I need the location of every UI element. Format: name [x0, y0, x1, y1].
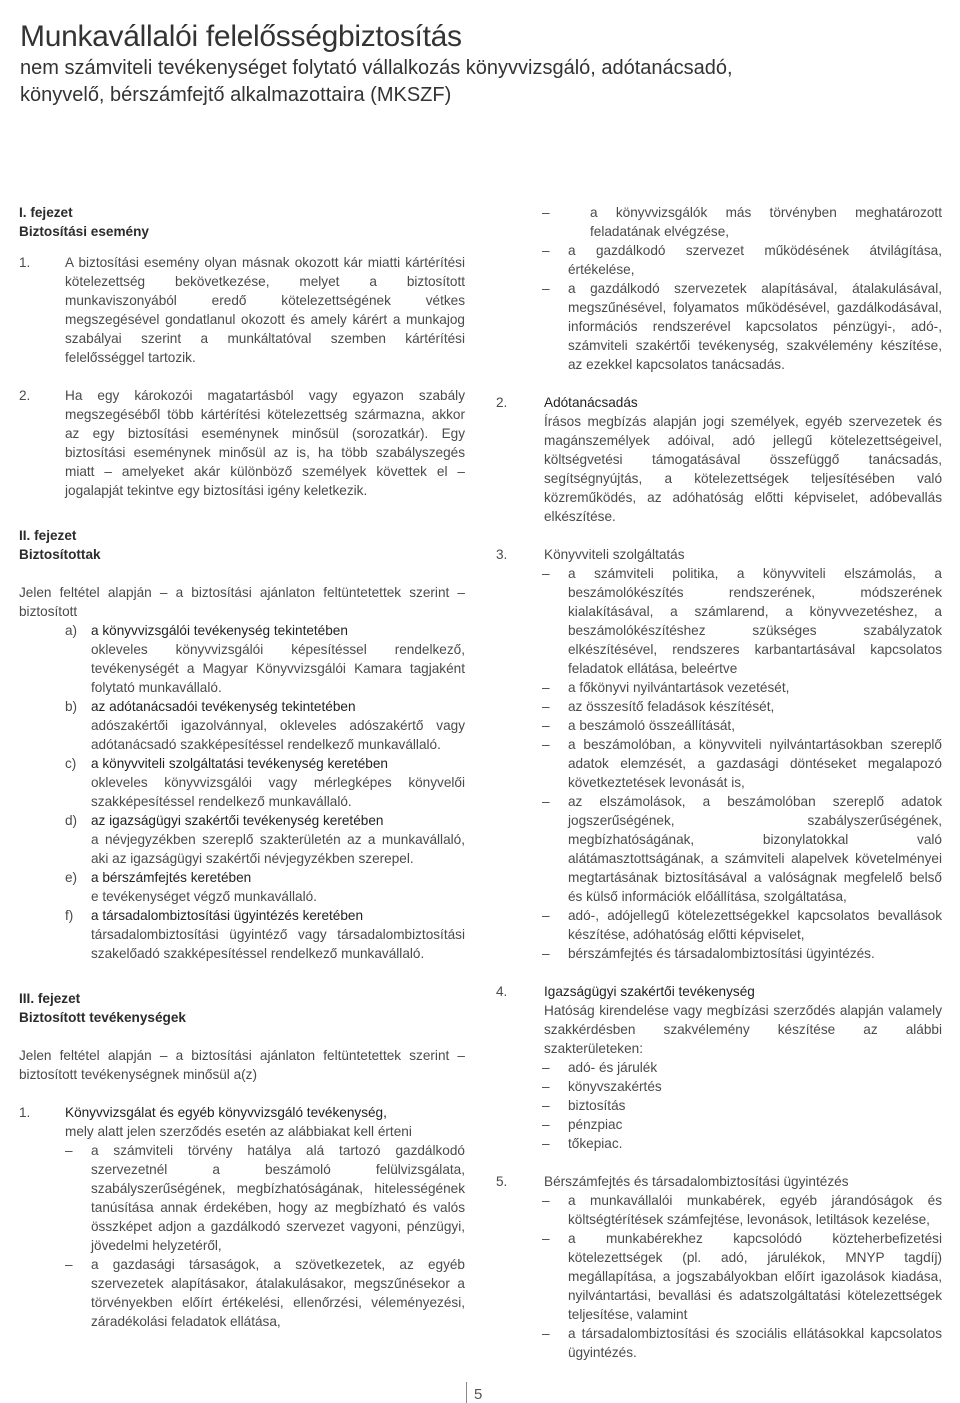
list-item — [496, 241, 942, 279]
list-item — [496, 1134, 942, 1153]
item-title: a könyvvizsgálói tevékenység tekintetében — [91, 623, 348, 638]
item-title: az adótanácsadói tevékenység tekintetében — [91, 699, 356, 714]
list-item — [496, 1115, 942, 1134]
list-item-text: az összesítő feladások készítését, — [568, 699, 775, 714]
chapter-2-number: II. fejezet — [19, 528, 77, 543]
dash-marker: – — [542, 946, 550, 961]
paragraph-number: 5. — [496, 1174, 508, 1189]
chapter-3-number: III. fejezet — [19, 991, 81, 1006]
page-header — [20, 20, 940, 108]
list-item-text: az elszámolások, a beszámolóban szereplő adatok jogszerűségének, szabályszerűségének, megbízhatóságának, bizonylatokkal való alátámasztottságának, a számviteli alapelvek követelményei megtartásának biztosításával a valóságnak megfelelő belső és külső információk előállítása, szolgáltatása, — [568, 794, 942, 904]
list-item — [496, 1096, 942, 1115]
list-item — [496, 944, 942, 963]
list-item — [496, 1077, 942, 1096]
activity-3-bookkeeping — [496, 545, 942, 564]
list-item — [496, 678, 942, 697]
chapter-1-number: I. fejezet — [19, 205, 73, 220]
paragraph-title: Adótanácsadás — [544, 395, 638, 410]
paragraph-number: 2. — [496, 395, 508, 410]
expert-field-list — [496, 1058, 942, 1153]
item-title: a könyvviteli szolgáltatási tevékenység keretében — [91, 756, 388, 771]
item-body — [91, 906, 465, 963]
list-item-text: bérszámfejtés és társadalombiztosítási ügyintézés. — [568, 946, 875, 961]
list-item — [496, 203, 942, 241]
document-title: Munkavállalói felelősségbiztosítás — [20, 20, 462, 53]
list-item — [496, 1229, 942, 1324]
paragraph-title: Igazságügyi szakértői tevékenység — [544, 984, 755, 999]
item-letter: d) — [65, 813, 78, 828]
list-item — [496, 564, 942, 678]
list-item — [496, 716, 942, 735]
insured-item — [65, 906, 465, 963]
paragraph-text: A biztosítási esemény olyan másnak okozott kár miatti kártérítési kötelezettség bekövetkezése, melyet a biztosított munkaviszonyából eredő kötelezettségének vétkes megszegésével gondatlanul okozott és amely kárért a munkajog szabályai szerint a munkáltatóval szemben kártérítési felelősséggel tartozik. — [65, 255, 465, 365]
item-letter: c) — [65, 756, 77, 771]
audit-activity-list — [65, 1141, 465, 1331]
list-item-text: biztosítás — [568, 1098, 626, 1113]
dash-marker: – — [542, 737, 550, 752]
dash-marker: – — [542, 1136, 550, 1151]
dash-marker: – — [542, 205, 550, 220]
list-item-text: a gazdálkodó szervezetek alapításával, átalakulásával, megszűnésével, folyamatos működésével, gazdálkodásával, információs rendszerével kapcsolatos pénzügyi-, adó-, számviteli szakértői tevékenység, szakvélemény készítése, az ezekkel kapcsolatos tanácsadás. — [568, 281, 942, 372]
chapter-3-intro: Jelen feltétel alapján – a biztosítási ajánlaton feltüntetettek szerint – biztosított tevékenységnek minősül a(z) — [19, 1048, 465, 1082]
paragraph-title: Könyvviteli szolgáltatás — [544, 547, 685, 562]
list-item-text: könyvszakértés — [568, 1079, 662, 1094]
list-item-text: a beszámoló összeállítását, — [568, 718, 735, 733]
dash-marker: – — [65, 1257, 73, 1272]
list-item-text: adó-, adójellegű kötelezettségekkel kapcsolatos bevallások készítése, adóhatóság előtti képviselet, — [568, 908, 942, 942]
list-item-text: tőkepiac. — [568, 1136, 623, 1151]
bookkeeping-list — [496, 564, 942, 963]
dash-marker: – — [542, 243, 550, 258]
audit-activity-list-continued — [496, 203, 942, 374]
dash-marker: – — [542, 1117, 550, 1132]
item-letter: f) — [65, 908, 74, 923]
chapter-2-title: Biztosítottak — [19, 547, 101, 562]
chapter-1-paragraph-1 — [19, 253, 465, 367]
list-item — [496, 279, 942, 374]
dash-marker: – — [542, 1193, 550, 1208]
list-item-text: adó- és járulék — [568, 1060, 658, 1075]
insured-item — [65, 621, 465, 697]
paragraph-number: 1. — [19, 1105, 31, 1120]
document-subtitle-line-2: könyvelő, bérszámfejtő alkalmazottaira (MKSZF) — [20, 84, 452, 106]
list-item — [496, 1191, 942, 1229]
insured-item — [65, 868, 465, 906]
list-item-text: a gazdálkodó szervezet működésének átvilágítása, értékelése, — [568, 243, 942, 277]
paragraph-text: Írásos megbízás alapján jogi személyek, egyéb szervezetek és magánszemélyek adóival, adó jellegű kötelezettségeivel, költségvetési támogatásával összefüggő tanácsadás, segítségnyújtás, a kötelezettségek teljesítésében való közreműködés, az adóhatóság előtti képviselet, adóbevallás elkészítése. — [544, 414, 942, 524]
paragraph-number: 3. — [496, 547, 508, 562]
paragraph-number: 2. — [19, 388, 31, 403]
chapter-2-intro: Jelen feltétel alapján – a biztosítási ajánlaton feltüntetettek szerint – biztosított — [19, 585, 465, 619]
paragraph-subtitle: mely alatt jelen szerződés esetén az alábbiakat kell érteni — [65, 1124, 412, 1139]
item-body — [91, 697, 465, 754]
item-letter: b) — [65, 699, 78, 714]
paragraph-text: Ha egy károkozói magatartásból vagy egyazon szabály megszegéséből több kártérítési kötelezettség származna, akkor az egy biztosítási eseménynek minősül (sorozatkár). Egy biztosítási eseménynek minősül az is, ha több szabályszegés miatt – amelyeket akár különböző személyek követtek el – jogalapját tekintve egy biztosítási igény keletkezik. — [65, 388, 465, 498]
item-body — [91, 621, 465, 697]
paragraph-body — [544, 982, 942, 1058]
chapter-3-paragraph-1 — [19, 1103, 465, 1141]
activity-4-forensic-expert — [496, 982, 942, 1058]
list-item-text: a társadalombiztosítási és szociális ellátásokkal kapcsolatos ügyintézés. — [568, 1326, 942, 1360]
dash-marker: – — [542, 1098, 550, 1113]
dash-marker: – — [542, 281, 550, 296]
paragraph-number: 1. — [19, 255, 31, 270]
item-title: a társadalombiztosítási ügyintézés keretében — [91, 908, 364, 923]
dash-marker: – — [65, 1143, 73, 1158]
paragraph-text: Hatóság kirendelése vagy megbízási szerződés alapján valamely szakkérdésben szakvélemény készítése az alábbi szakterületeken: — [544, 1003, 942, 1056]
list-item-text: a beszámolóban, a könyvviteli nyilvántartásokban szereplő adatok elemzését, a gazdasági döntéseket megalapozó következtetések levonását is, — [568, 737, 942, 790]
item-text: társadalombiztosítási ügyintéző vagy társadalombiztosítási szakelőadó szakképesítéssel rendelkező munkavállaló. — [91, 927, 465, 961]
item-text: okleveles könyvvizsgálói vagy mérlegképes könyvelői szakképesítéssel rendelkező munkavállaló. — [91, 775, 465, 809]
payroll-list — [496, 1191, 942, 1362]
item-body — [91, 754, 465, 811]
insured-item — [65, 811, 465, 868]
list-item-text: a gazdasági társaságok, a szövetkezetek, az egyéb szervezetek alapításakor, átalakulásakor, megszűnésekor a törvényekben előírt értékelési, ellenőrzési, véleményezési, záradékolási feladatok ellátása, — [91, 1257, 465, 1329]
item-title: az igazságügyi szakértői tevékenység keretében — [91, 813, 384, 828]
dash-marker: – — [542, 908, 550, 923]
dash-marker: – — [542, 794, 550, 809]
chapter-1-title: Biztosítási esemény — [19, 224, 149, 239]
list-item — [496, 735, 942, 792]
item-text: okleveles könyvvizsgálói képesítéssel rendelkező, tevékenységét a Magyar Könyvvizsgálói Kamara tagjaként folytató munkavállaló. — [91, 642, 465, 695]
document-subtitle-line-1: nem számviteli tevékenységet folytató vállalkozás könyvvizsgáló, adótanácsadó, — [20, 57, 733, 79]
list-item — [496, 697, 942, 716]
dash-marker: – — [542, 680, 550, 695]
chapter-3-title: Biztosított tevékenységek — [19, 1010, 186, 1025]
item-text: adószakértői igazolvánnyal, okleveles adószakértő vagy adótanácsadó szakképesítéssel rendelkező munkavállaló. — [91, 718, 465, 752]
chapter-1-paragraph-2 — [19, 386, 465, 500]
list-item — [19, 1141, 465, 1255]
item-letter: a) — [65, 623, 78, 638]
list-item-text: a számviteli politika, a könyvviteli elszámolás, a beszámolókészítés rendszerének, módszerének kialakításával, a számlarend, a könyvvezetéshez, a beszámolókészítéshez szükséges szabályzatok elkészítésével, rendszeres karbantartásával kapcsolatos feladatok ellátása, beleértve — [568, 566, 942, 676]
list-item-text: pénzpiac — [568, 1117, 623, 1132]
page-number-divider — [466, 1382, 467, 1403]
list-item-text: a könyvvizsgálók más törvényben meghatározott feladatának elvégzése, — [590, 205, 942, 239]
dash-marker: – — [542, 1326, 550, 1341]
activity-5-payroll — [496, 1172, 942, 1191]
list-item-text: a munkavállalói munkabérek, egyéb járandóságok és költségtérítések számfejtése, levonások, letiltások kezelése, — [568, 1193, 942, 1227]
insured-item — [65, 754, 465, 811]
list-item — [496, 1324, 942, 1362]
paragraph-title: Könyvvizsgálat és egyéb könyvvizsgáló tevékenység, — [65, 1105, 387, 1120]
item-letter: e) — [65, 870, 78, 885]
dash-marker: – — [542, 566, 550, 581]
dash-marker: – — [542, 1079, 550, 1094]
item-title: a bérszámfejtés keretében — [91, 870, 252, 885]
list-item-text: a munkabérekhez kapcsolódó közteherbefizetési kötelezettségek (pl. adó, járulékok, MNYP tagdíj) megállapítása, a jogszabályokban előírt igazolások kiadása, nyilvántartási, bevallási és adatszolgáltatási kötelezettségek teljesítése, valamint — [568, 1231, 942, 1322]
page-number: 5 — [474, 1386, 483, 1403]
item-text: a névjegyzékben szereplő szakterületén az a munkavállaló, aki az igazságügyi szakértői névjegyzékben szerepel. — [91, 832, 465, 866]
list-item — [496, 1058, 942, 1077]
insured-item — [65, 697, 465, 754]
paragraph-number: 4. — [496, 984, 508, 999]
item-body — [91, 868, 465, 906]
activity-2-tax-advisory — [496, 393, 942, 526]
right-column — [496, 203, 942, 1362]
dash-marker: – — [542, 699, 550, 714]
insured-list — [19, 621, 465, 963]
list-item-text: a főkönyvi nyilvántartások vezetését, — [568, 680, 790, 695]
paragraph-title: Bérszámfejtés és társadalombiztosítási ügyintézés — [544, 1174, 849, 1189]
list-item — [496, 906, 942, 944]
list-item — [19, 1255, 465, 1331]
paragraph-body — [544, 393, 942, 526]
item-text: e tevékenységet végző munkavállaló. — [91, 889, 317, 904]
item-body — [91, 811, 465, 868]
paragraph-body — [65, 1103, 465, 1141]
left-column — [19, 203, 465, 1331]
dash-marker: – — [542, 1231, 550, 1246]
list-item — [496, 792, 942, 906]
list-item-text: a számviteli törvény hatálya alá tartozó gazdálkodó szervezetnél a beszámoló felülvizsgálata, szabályszerűségének, megbízhatóságának, hitelességének tanúsítása annak érdekében, hogy az megbízható és valós összképet adjon a gazdálkodó szervezet vagyoni, pénzügyi, jövedelmi helyzetéről, — [91, 1143, 465, 1253]
dash-marker: – — [542, 718, 550, 733]
dash-marker: – — [542, 1060, 550, 1075]
